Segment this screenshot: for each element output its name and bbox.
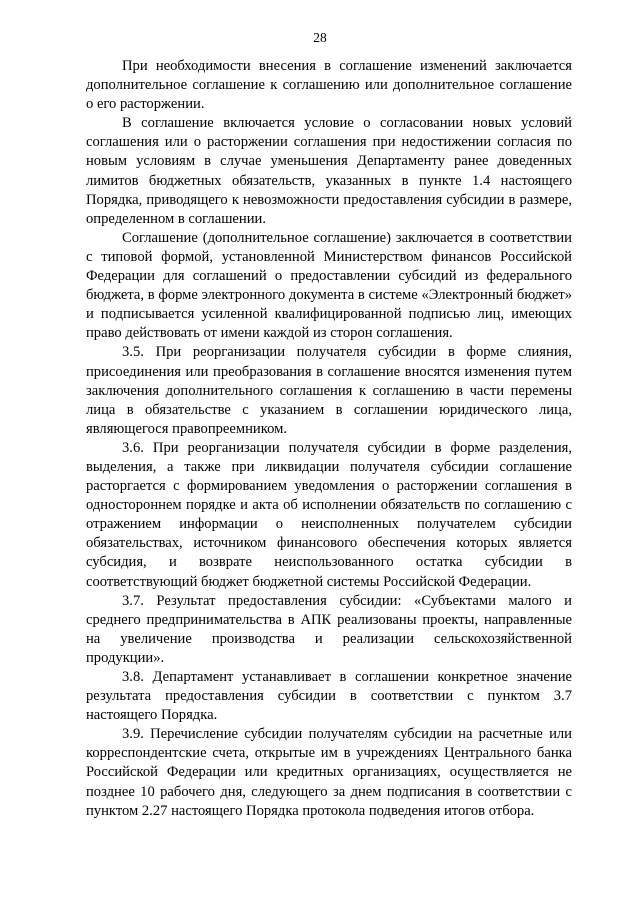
paragraph-3-9: 3.9. Перечисление субсидии получателям субсидии на расчетные или корреспондентские счета, открытые им в учреждениях Центрального банка Российской Федерации или кредитных организациях, осуществляется не позднее 10 рабочего дня, следующего за днем подписания в соответствии с пунктом 2.27 настоящего Порядка протокола подведения итогов отбора. bbox=[86, 726, 572, 819]
paragraph-3-8: 3.8. Департамент устанавливает в соглашении конкретное значение результата предоставления субсидии в соответствии с пунктом 3.7 настоящего Порядка. bbox=[86, 669, 572, 724]
paragraph-standard-form: Соглашение (дополнительное соглашение) заключается в соответствии с типовой формой, установленной Министерством финансов Российской Федерации для соглашений о предоставлении субсидий из федерального бюджета, в форме электронного документа в системе «Электронный бюджет» и подписывается усиленной квалифицированной подписью лиц, имеющих право действовать от имени каждой из сторон соглашения. bbox=[86, 229, 572, 342]
paragraph-3-6: 3.6. При реорганизации получателя субсидии в форме разделения, выделения, а также при ликвидации получателя субсидии соглашение расторгается с формированием уведомления о расторжении соглашения в одностороннем порядке и акта об исполнении обязательств по соглашению с отражением информации о неисполненных получателем субсидии обязательствах, источником финансового обеспечения которых является субсидия, и возврате неиспользованного остатка субсидии в соответствующий бюджет бюджетной системы Российской Федерации. bbox=[86, 439, 572, 590]
document-body bbox=[86, 57, 572, 821]
paragraph-3-7: 3.7. Результат предоставления субсидии: «Субъектами малого и среднего предпринимательства в АПК реализованы проекты, направленные на увеличение производства и реализации сельскохозяйственной продукции». bbox=[86, 592, 572, 666]
paragraph-3-5: 3.5. При реорганизации получателя субсидии в форме слияния, присоединения или преобразования в соглашение вносятся изменения путем заключения дополнительного соглашения к соглашению в части перемены лица в обязательстве с указанием в соглашении юридического лица, являющегося правопреемником. bbox=[86, 344, 572, 437]
paragraph-new-conditions: В соглашение включается условие о согласовании новых условий соглашения или о расторжении соглашения при недостижении согласия по новым условиям в случае уменьшения Департаменту ранее доведенных лимитов бюджетных обязательств, указанных в пункте 1.4 настоящего Порядка, приводящего к невозможности предоставления субсидии в размере, определенном в соглашении. bbox=[86, 115, 572, 227]
paragraph-amendment: При необходимости внесения в соглашение изменений заключается дополнительное соглашение к соглашению или дополнительное соглашение о его расторжении. bbox=[86, 58, 572, 113]
page-number: 28 bbox=[313, 30, 327, 45]
